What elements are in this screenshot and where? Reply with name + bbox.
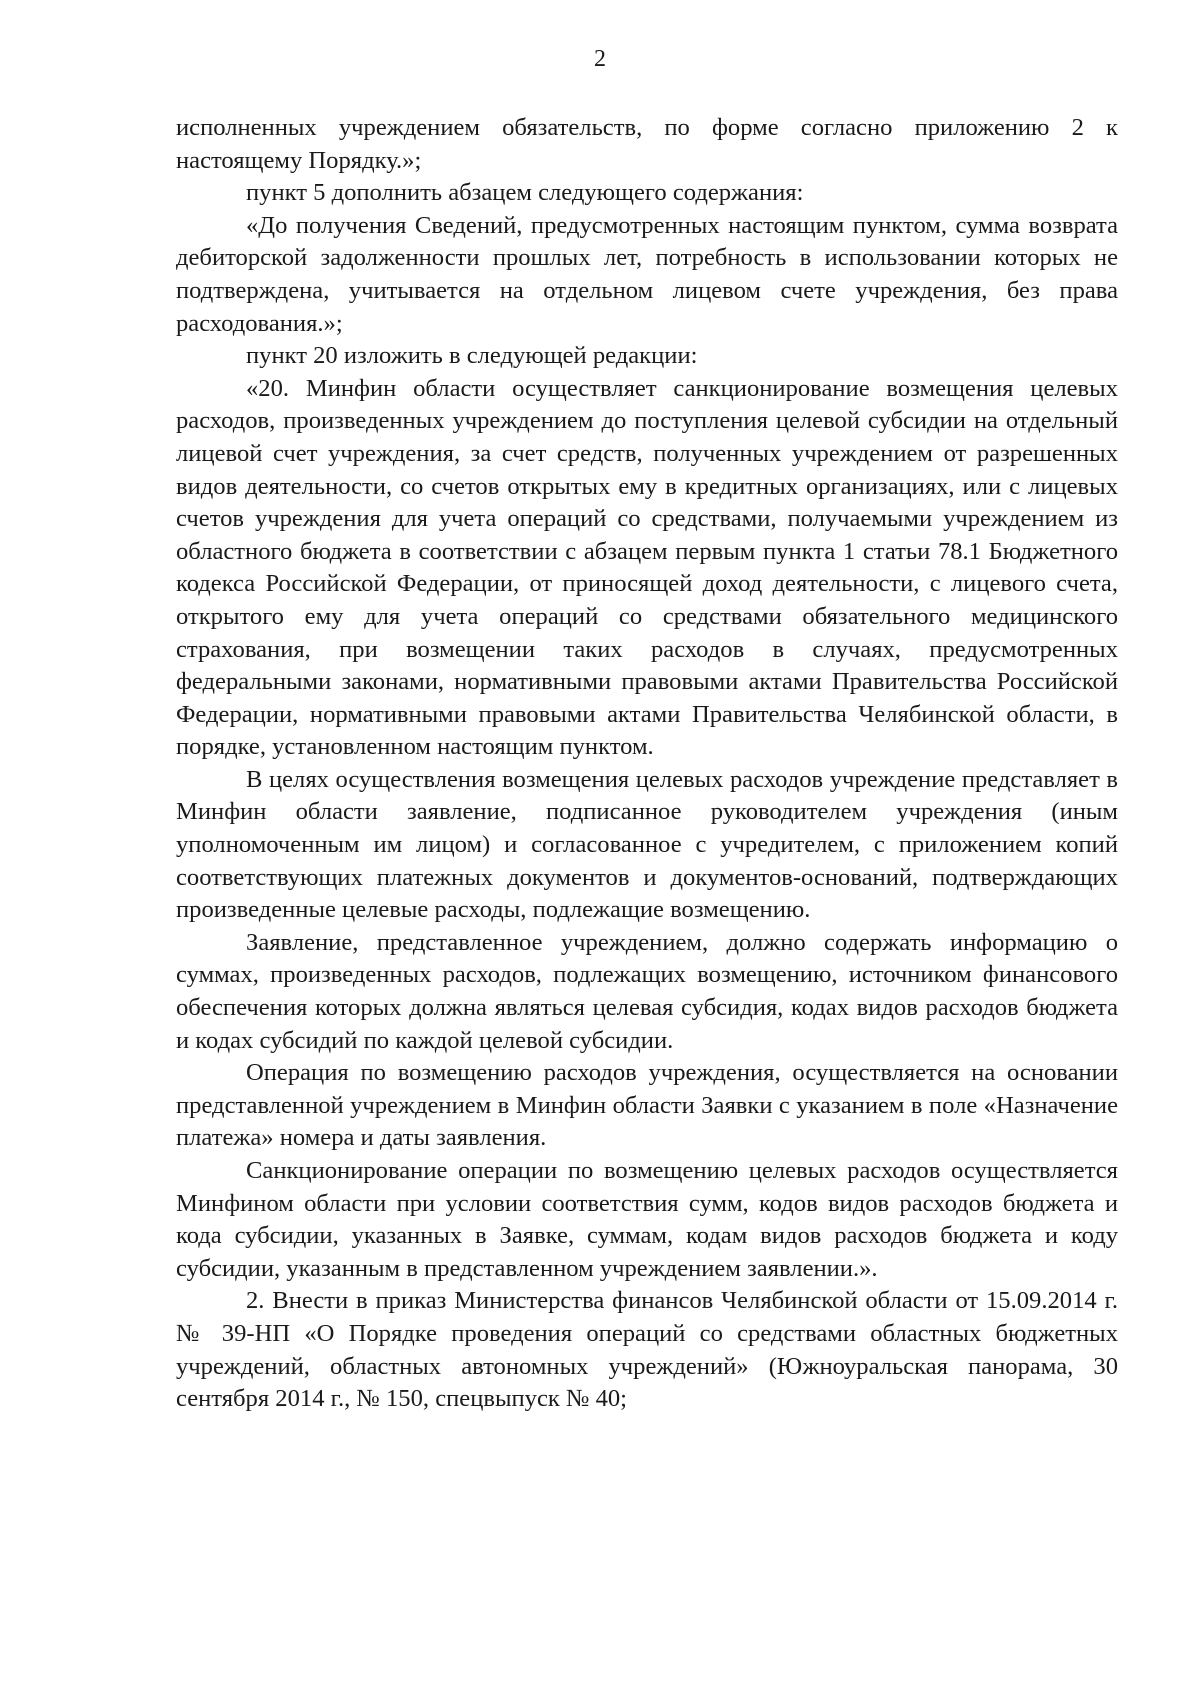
paragraph-amendment-point-20: пункт 20 изложить в следующей редакции: (246, 342, 698, 370)
paragraph-reimbursement-application: В целях осуществления возмещения целевых расходов учреждение представляет в Минфин области заявление, подписанное руководителем учреждения (иным уполномоченным им лицом) и согласованное с учредителем, с приложением копий соответствующих платежных документов и документов-оснований, подтверждающих произведенные целевые расходы, подлежащие возмещению. (176, 765, 1118, 924)
paragraph-application-contents: Заявление, представленное учреждением, должно содержать информацию о суммах, произведенных расходов, подлежащих возмещению, источником финансового обеспечения которых должна являться целевая субсидия, кодах видов расходов бюджета и кодах субсидий по каждой целевой субсидии. (176, 928, 1118, 1054)
paragraph-quoted-point-5-text: «До получения Сведений, предусмотренных настоящим пунктом, сумма возврата дебиторской задолженности прошлых лет, потребность в использовании которых не подтверждена, учитывается на отдельном лицевом счете учреждения, без права расходования.»; (176, 211, 1118, 337)
document-body (176, 112, 1118, 1416)
page-number: 2 (594, 46, 606, 72)
paragraph-continuation: исполненных учреждением обязательств, по форме согласно приложению 2 к настоящему Порядку.»; (176, 114, 1118, 174)
paragraph-point-20-text: «20. Минфин области осуществляет санкционирование возмещения целевых расходов, произведенных учреждением до поступления целевой субсидии на отдельный лицевой счет учреждения, за счет средств, полученных учреждением от разрешенных видов деятельности, со счетов открытых ему в кредитных организациях, или с лицевых счетов учреждения для учета операций со средствами, получаемыми учреждением из областного бюджета в соответствии с абзацем первым пункта 1 статьи 78.1 Бюджетного кодекса Российской Федерации, от приносящей доход деятельности, с лицевого счета, открытого ему для учета операций со средствами обязательного медицинского страхования, при возмещении таких расходов в случаях, предусмотренных федеральными законами, нормативными правовыми актами Правительства Российской Федерации, нормативными правовыми актами Правительства Челябинской области, в порядке, установленном настоящим пунктом. (176, 374, 1118, 761)
paragraph-reimbursement-operation: Операция по возмещению расходов учреждения, осуществляется на основании представленной учреждением в Минфин области Заявки с указанием в поле «Назначение платежа» номера и даты заявления. (176, 1059, 1118, 1152)
paragraph-sanctioning: Санкционирование операции по возмещению целевых расходов осуществляется Минфином области при условии соответствия сумм, кодов видов расходов бюджета и кода субсидии, указанных в Заявке, суммам, кодам видов расходов бюджета и коду субсидии, указанным в представленном учреждением заявлении.». (176, 1157, 1118, 1282)
paragraph-amendment-point-5: пункт 5 дополнить абзацем следующего содержания: (246, 179, 804, 207)
paragraph-item-2: 2. Внести в приказ Министерства финансов Челябинской области от 15.09.2014 г. № 39-НП «О Порядке проведения операций со средствами областных бюджетных учреждений, областных автономных учреждений» (Южноуральская панорама, 30 сентября 2014 г., № 150, спецвыпуск № 40; (176, 1287, 1118, 1413)
